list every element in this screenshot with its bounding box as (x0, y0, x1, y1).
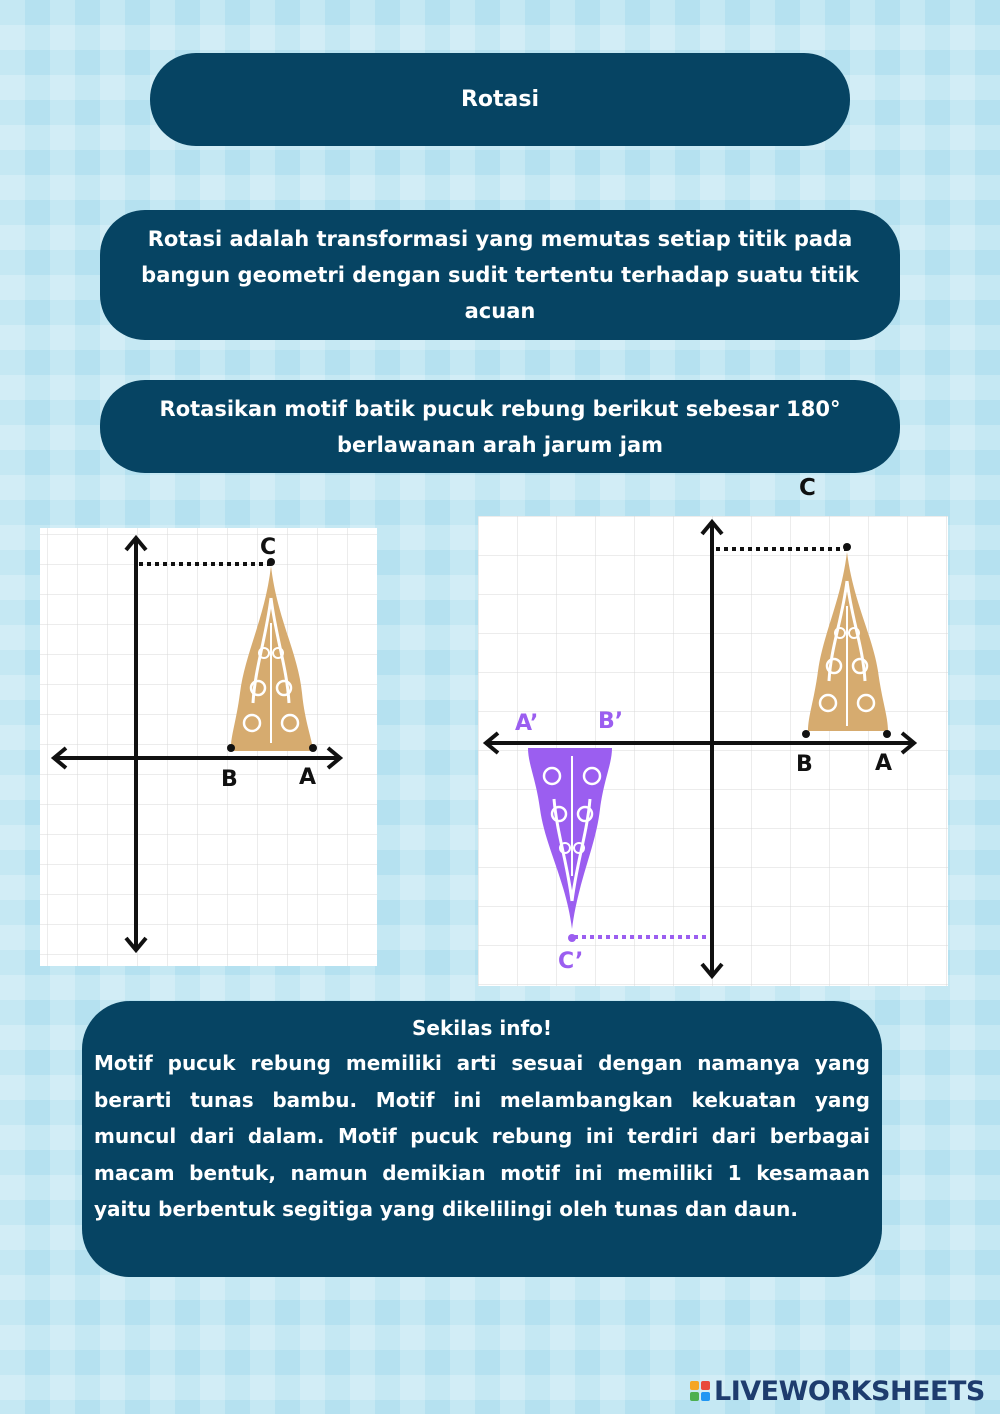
rotation-result-figure (478, 516, 948, 986)
definition-text: Rotasi adalah transformasi yang memutas setiap titik pada bangun geometri dengan sudit tertentu terhadap suatu titik acuan (141, 227, 859, 323)
logo-text: LIVEWORKSHEETS (714, 1375, 985, 1407)
instruction-text: Rotasikan motif batik pucuk rebung berikut sebesar 180° berlawanan arah jarum jam (159, 396, 841, 457)
label-c-right: C (799, 475, 816, 501)
label-c: C (260, 535, 277, 560)
info-body: Motif pucuk rebung memiliki arti sesuai dengan namanya yang berarti tunas bambu. Motif ini melambangkan kekuatan yang muncul dari dalam. Motif pucuk rebung ini terdiri dari berbagai macam bentuk, namun demikian motif ini memiliki 1 kesamaan yaitu berbentuk segitiga yang dikelilingi oleh tunas dan daun. (94, 1051, 870, 1221)
label-b: B (796, 752, 813, 777)
point-a (309, 744, 317, 752)
logo-square-2 (701, 1381, 710, 1390)
logo-square-4 (701, 1392, 710, 1401)
label-b: B (221, 767, 238, 792)
original-motif-figure (40, 528, 377, 966)
point-a (883, 730, 891, 738)
info-box (82, 1001, 882, 1277)
point-c-prime (568, 934, 576, 942)
label-c-prime: C’ (558, 949, 584, 974)
point-c (843, 543, 851, 551)
label-a-prime: A’ (515, 711, 539, 736)
instruction-box (100, 380, 900, 473)
label-b-prime: B’ (598, 709, 624, 734)
label-a: A (299, 765, 317, 790)
logo-square-3 (690, 1392, 699, 1401)
point-b (802, 730, 810, 738)
original-motif-graph (40, 528, 377, 966)
logo-square-1 (690, 1381, 699, 1390)
rotation-result-graph (478, 516, 948, 986)
page-title-text: Rotasi (460, 87, 540, 112)
logo-icon (690, 1381, 710, 1401)
info-title: Sekilas info! (412, 1016, 552, 1040)
grid-background (40, 528, 377, 966)
definition-box (100, 210, 900, 340)
point-b (227, 744, 235, 752)
liveworksheets-logo (690, 1374, 985, 1408)
page-title (150, 53, 850, 146)
label-a: A (875, 751, 893, 776)
